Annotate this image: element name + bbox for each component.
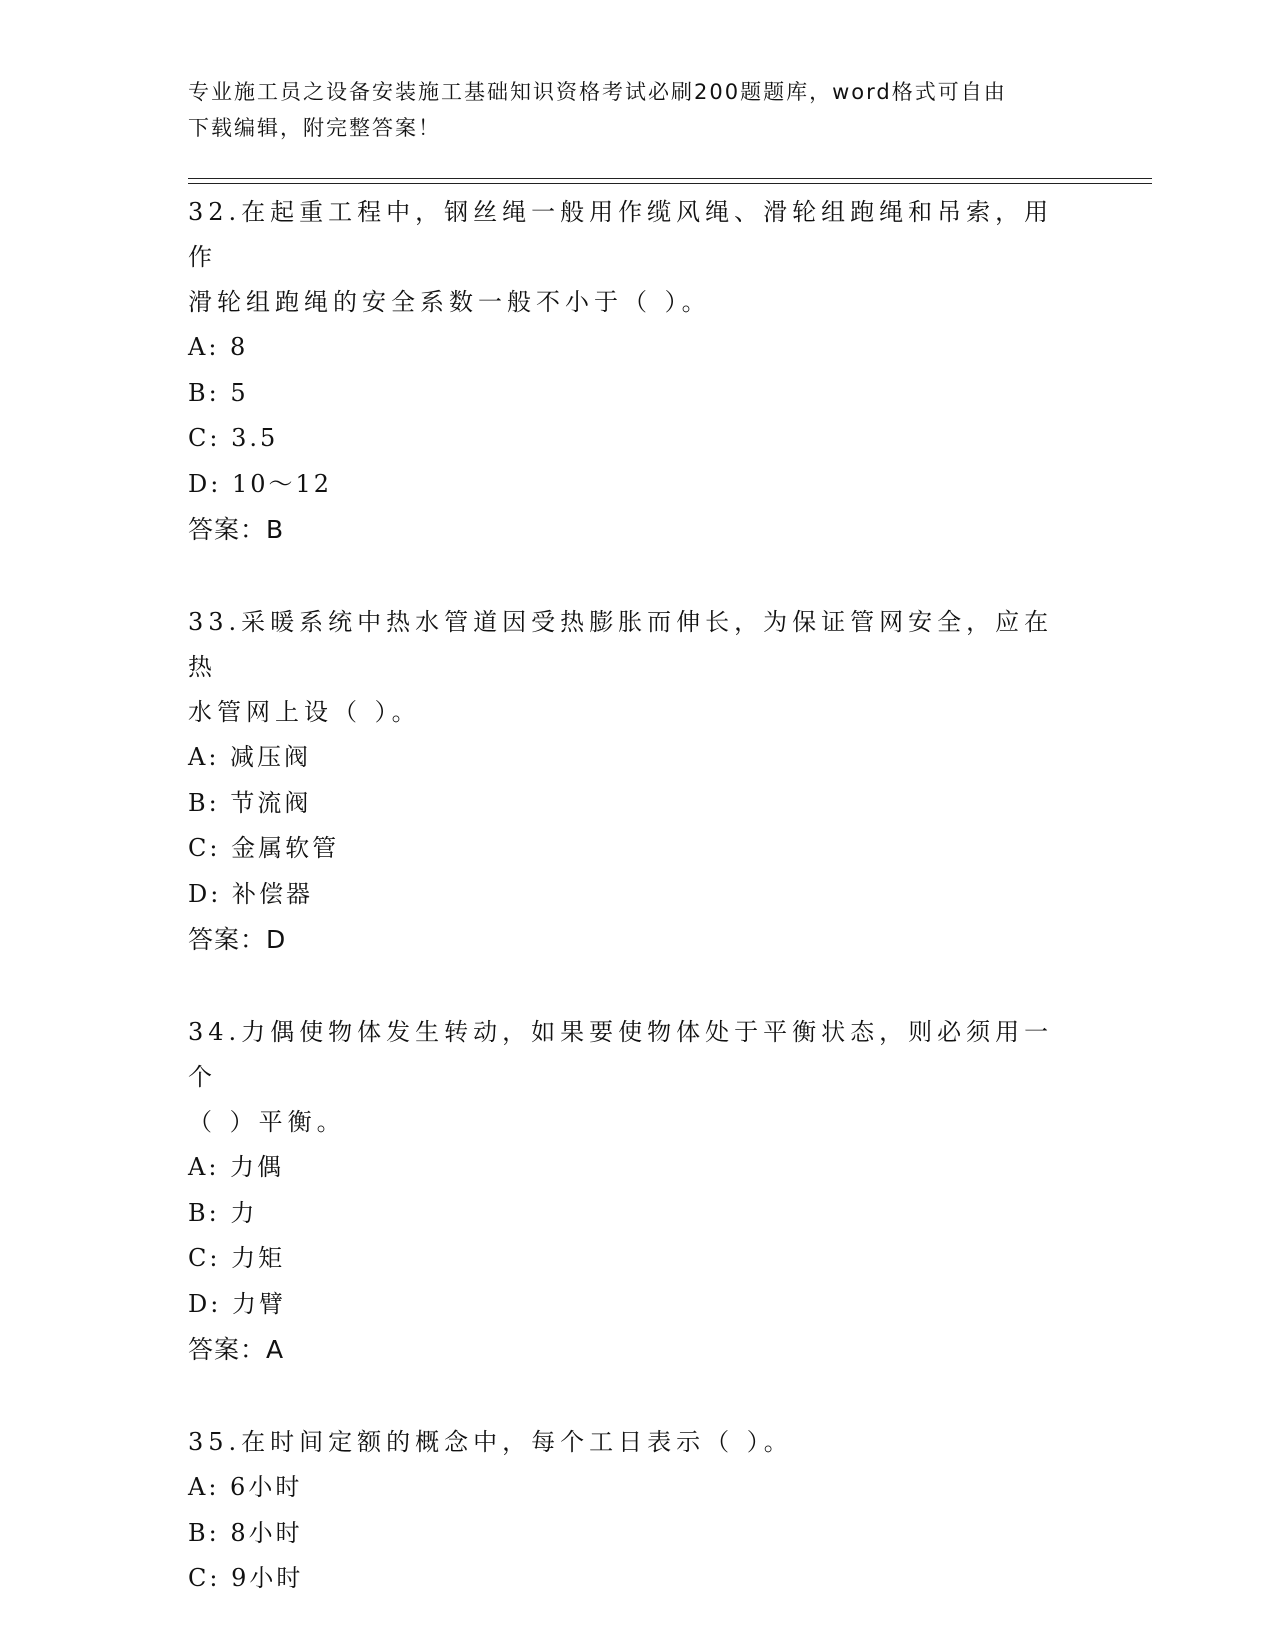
header-divider-top — [188, 178, 1152, 179]
question-stem-line-1: 35.在时间定额的概念中，每个工日表示（ ）。 — [188, 1428, 793, 1456]
option-b: B: 5 — [188, 378, 249, 407]
question-stem-line-1: 34.力偶使物体发生转动，如果要使物体处于平衡状态，则必须用一个 — [188, 1018, 1054, 1091]
option-a: A: 力偶 — [188, 1153, 285, 1181]
option-a: A: 8 — [188, 333, 249, 361]
question-stem-line-1: 33.采暖系统中热水管道因受热膨胀而伸长，为保证管网安全，应在热 — [188, 608, 1054, 681]
document-header — [188, 74, 1068, 146]
question-stem-line-2: 水管网上设（ ）。 — [188, 698, 421, 726]
option-a: A: 减压阀 — [188, 743, 312, 771]
question-35 — [188, 1420, 1078, 1602]
question-stem-line-1: 32.在起重工程中，钢丝绳一般用作缆风绳、滑轮组跑绳和吊索，用作 — [188, 198, 1054, 271]
question-32 — [188, 190, 1078, 552]
option-c: C: 9小时 — [188, 1564, 304, 1592]
answer: 答案：D — [188, 925, 287, 954]
option-c: C: 3.5 — [188, 424, 279, 452]
answer: 答案：A — [188, 1335, 285, 1364]
option-a: A: 6小时 — [188, 1473, 303, 1501]
question-stem-line-2: 滑轮组跑绳的安全系数一般不小于（ ）。 — [188, 288, 711, 316]
option-c: C: 金属软管 — [188, 834, 340, 862]
option-b: B: 力 — [188, 1198, 258, 1227]
question-stem-line-2: （ ）平衡。 — [188, 1108, 346, 1136]
option-d: D: 补偿器 — [188, 879, 313, 908]
header-title-line-2: 下载编辑，附完整答案！ — [188, 116, 441, 140]
question-34 — [188, 1010, 1078, 1372]
option-b: B: 8小时 — [188, 1518, 303, 1547]
option-d: D: 10～12 — [188, 469, 333, 498]
answer: 答案：B — [188, 515, 285, 544]
option-d: D: 力臂 — [188, 1289, 286, 1318]
header-title-line-1: 专业施工员之设备安装施工基础知识资格考试必刷200题题库，word格式可自由 — [188, 80, 1007, 104]
question-33 — [188, 600, 1078, 962]
header-divider-bottom — [188, 183, 1152, 184]
option-c: C: 力矩 — [188, 1244, 286, 1272]
option-b: B: 节流阀 — [188, 788, 312, 817]
question-list — [188, 190, 1078, 1602]
